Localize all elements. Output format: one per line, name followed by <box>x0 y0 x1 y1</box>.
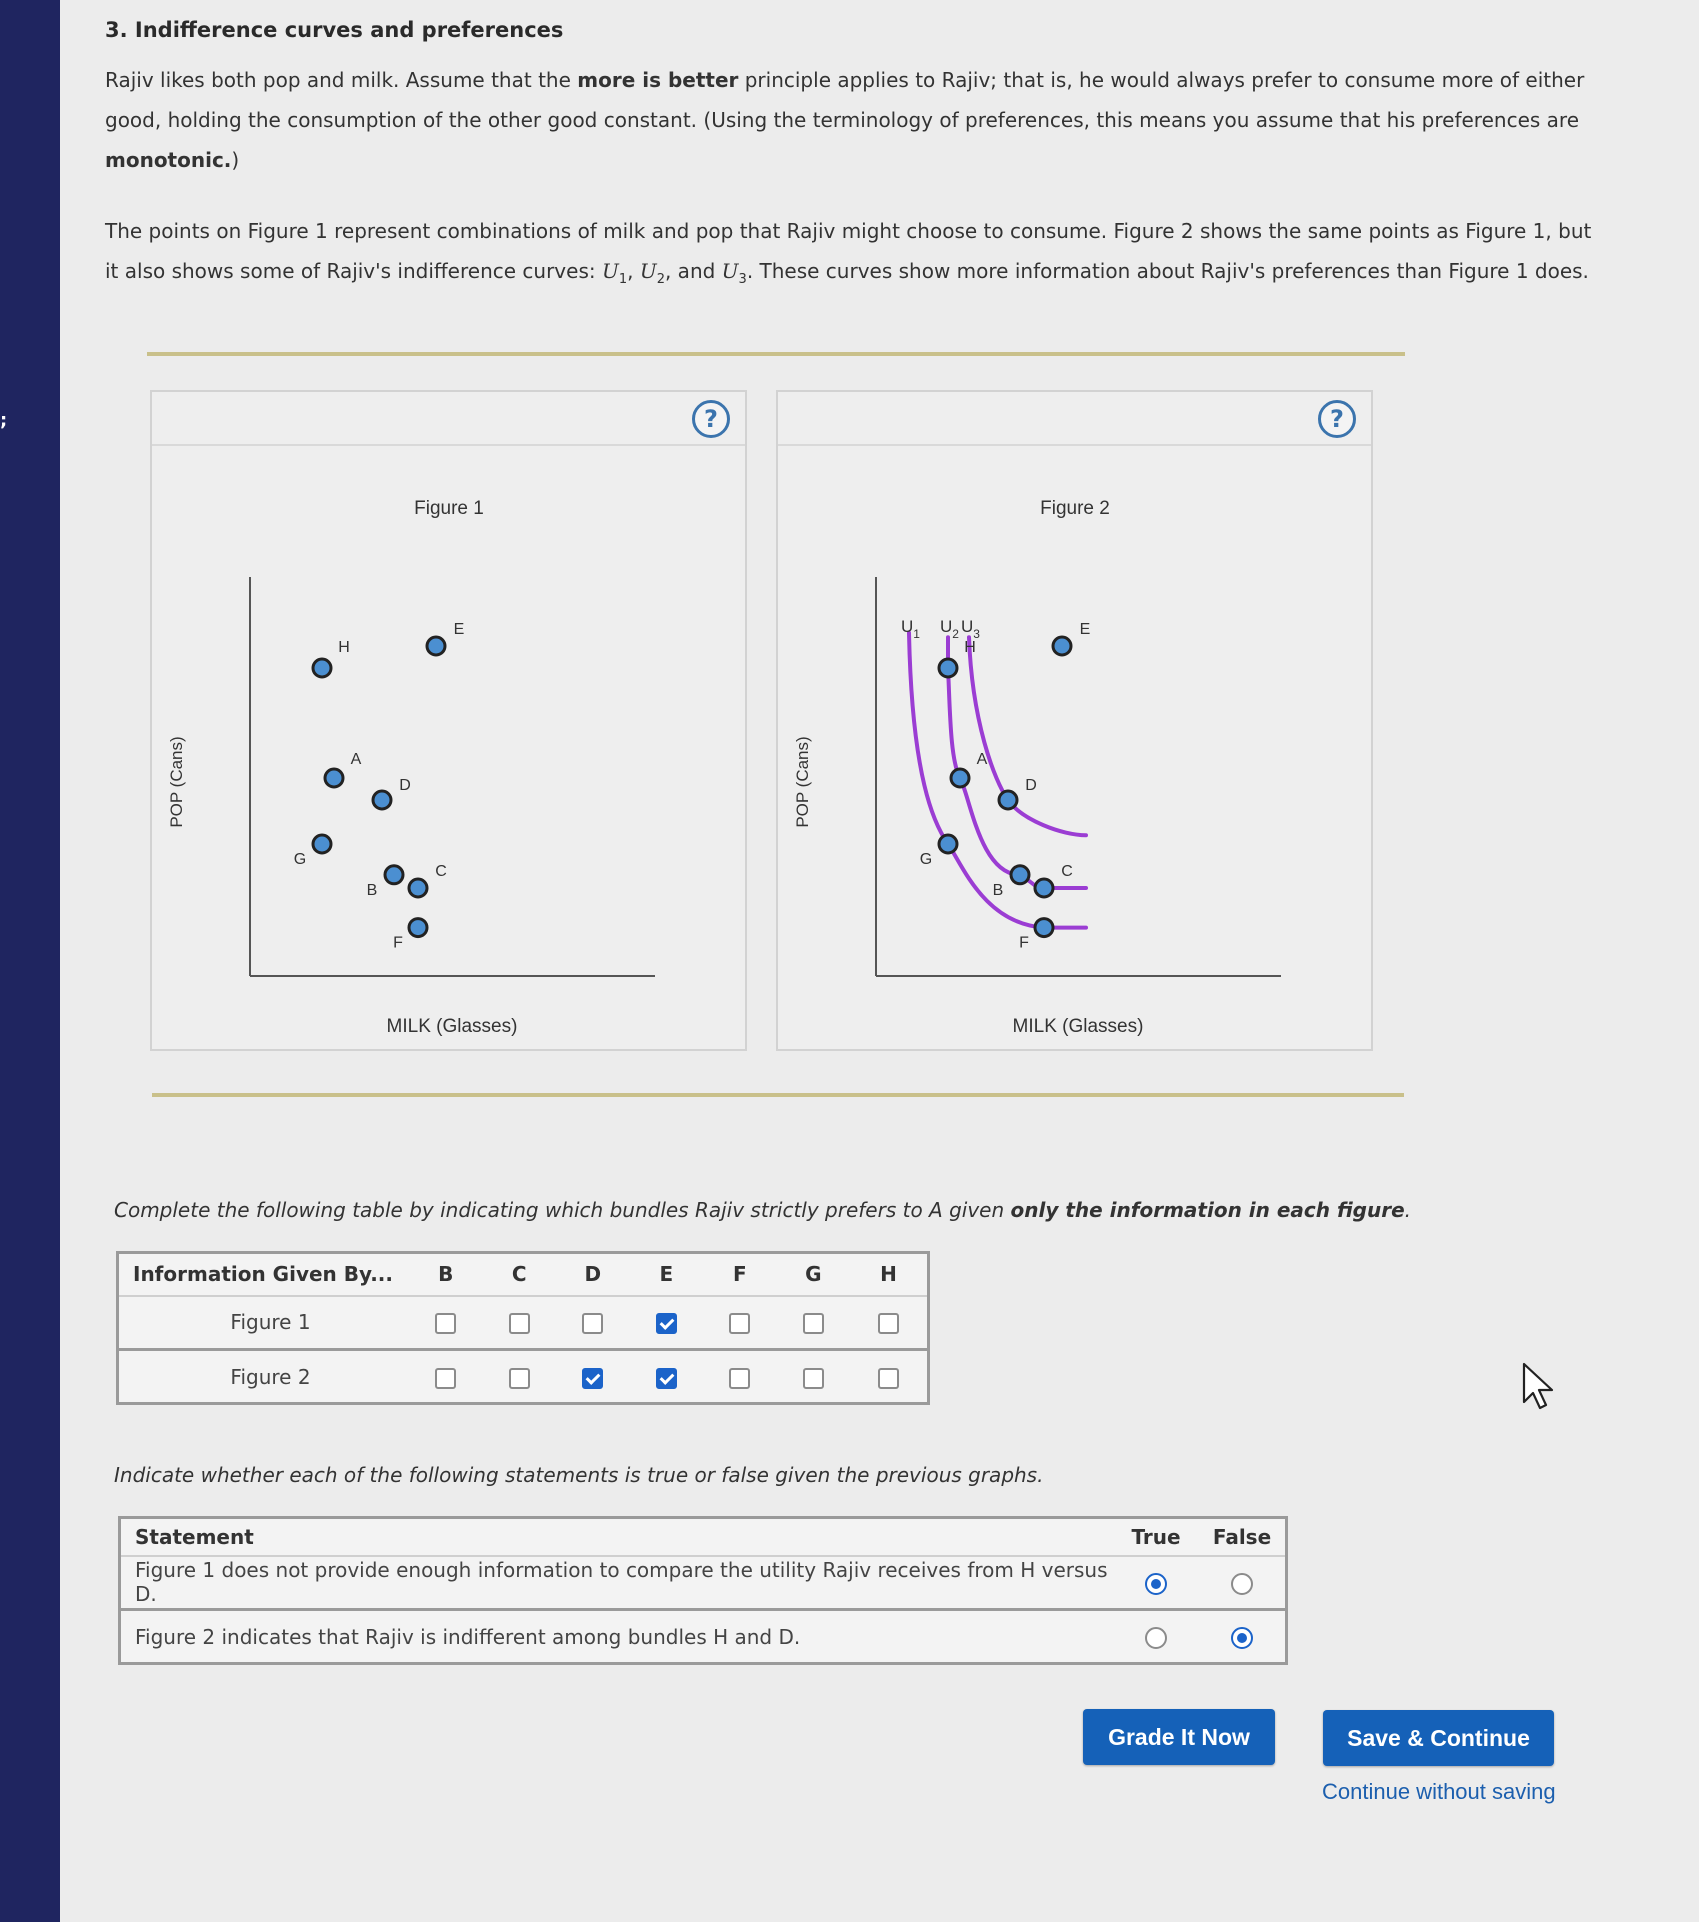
preference-table-header <box>118 1253 929 1296</box>
preference-row-label: Figure 2 <box>230 1364 311 1389</box>
point-g[interactable] <box>313 835 331 853</box>
indifference-curve-u2 <box>948 637 1086 888</box>
point-f[interactable] <box>1035 919 1053 937</box>
statement-table <box>118 1516 1288 1665</box>
point-label-a: A <box>976 751 988 768</box>
checkbox-d-row-2[interactable] <box>582 1368 603 1389</box>
figure-1-panel <box>150 390 747 1051</box>
statement-text: Figure 1 does not provide enough information to compare the utility Rajiv receives from H versus D. <box>135 1558 1108 1607</box>
point-a[interactable] <box>325 769 343 787</box>
checkbox-cell <box>850 1350 928 1404</box>
col-header-b: B <box>438 1262 454 1287</box>
y-axis-label: POP (Cans) <box>793 736 812 828</box>
point-d[interactable] <box>999 791 1017 809</box>
checkbox-cell <box>777 1350 851 1404</box>
figures-bottom-rule <box>152 1093 1404 1097</box>
mouse-cursor-icon <box>1522 1362 1556 1412</box>
checkbox-cell <box>630 1296 704 1350</box>
point-label-h: H <box>338 639 350 656</box>
checkbox-cell <box>703 1296 777 1350</box>
point-b[interactable] <box>385 866 403 884</box>
statement-table-instructions: Indicate whether each of the following statements is true or false given the previous graphs. <box>114 1463 1044 1487</box>
pref-table-instructions: Complete the following table by indicating which bundles Rajiv strictly prefers to A given only the information in each figure. <box>114 1198 1412 1222</box>
point-label-c: C <box>1061 863 1073 880</box>
false-radio-row-2[interactable] <box>1231 1627 1253 1649</box>
statement-table-header <box>120 1518 1287 1556</box>
figure-title: Figure 2 <box>1040 498 1110 519</box>
y-axis-label: POP (Cans) <box>167 736 186 828</box>
checkbox-f-row-2[interactable] <box>729 1368 750 1389</box>
checkbox-e-row-2[interactable] <box>656 1368 677 1389</box>
indifference-curve-u3 <box>969 637 1086 835</box>
checkbox-cell <box>409 1296 483 1350</box>
checkbox-cell <box>630 1350 704 1404</box>
preference-row-2 <box>118 1350 929 1404</box>
point-label-b: B <box>366 881 378 899</box>
statement-header: Statement <box>135 1524 254 1549</box>
radio-cell <box>1199 1610 1287 1664</box>
checkbox-h-row-1[interactable] <box>878 1313 899 1334</box>
radio-cell <box>1199 1556 1287 1610</box>
checkbox-h-row-2[interactable] <box>878 1368 899 1389</box>
point-label-e: E <box>1079 621 1091 638</box>
checkbox-c-row-2[interactable] <box>509 1368 530 1389</box>
checkbox-cell <box>409 1350 483 1404</box>
col-header-e: E <box>659 1262 674 1287</box>
point-label-a: A <box>350 751 362 768</box>
checkbox-b-row-2[interactable] <box>435 1368 456 1389</box>
point-label-d: D <box>399 777 411 794</box>
statement-text: Figure 2 indicates that Rajiv is indifferent among bundles H and D. <box>135 1624 801 1649</box>
point-label-f: F <box>393 934 403 952</box>
point-g[interactable] <box>939 835 957 853</box>
point-label-h: H <box>964 639 976 656</box>
point-label-b: B <box>992 881 1004 899</box>
col-header-f: F <box>732 1262 747 1287</box>
info-given-by-header: Information Given By... <box>133 1262 393 1287</box>
point-label-g: G <box>293 851 307 868</box>
checkbox-g-row-2[interactable] <box>803 1368 824 1389</box>
point-a[interactable] <box>951 769 969 787</box>
figure-2-panel <box>776 390 1373 1051</box>
statement-row-1 <box>120 1556 1287 1610</box>
figure-2-help-icon[interactable]: ? <box>1318 400 1356 438</box>
checkbox-cell <box>483 1350 557 1404</box>
point-label-c: C <box>435 863 447 880</box>
true-header: True <box>1131 1524 1181 1549</box>
left-sidebar <box>0 0 60 1922</box>
checkbox-g-row-1[interactable] <box>803 1313 824 1334</box>
checkbox-cell <box>556 1296 630 1350</box>
grade-it-now-button[interactable]: Grade It Now <box>1083 1709 1275 1765</box>
point-label-d: D <box>1025 777 1037 794</box>
checkbox-f-row-1[interactable] <box>729 1313 750 1334</box>
question-title: 3. Indifference curves and preferences <box>105 18 564 42</box>
preference-row-1 <box>118 1296 929 1350</box>
col-header-h: H <box>880 1262 897 1287</box>
col-header-g: G <box>805 1262 822 1287</box>
checkbox-b-row-1[interactable] <box>435 1313 456 1334</box>
radio-cell <box>1113 1610 1199 1664</box>
checkbox-cell <box>483 1296 557 1350</box>
checkbox-d-row-1[interactable] <box>582 1313 603 1334</box>
checkbox-cell <box>777 1296 851 1350</box>
point-c[interactable] <box>1035 879 1053 897</box>
checkbox-c-row-1[interactable] <box>509 1313 530 1334</box>
figures-paragraph: The points on Figure 1 represent combinations of milk and pop that Rajiv might choose to consume. Figure 2 shows the same points as Figure 1, but it also shows some of Rajiv's indifference curves: $U_1$, $U_2$, and $U_3$. These curves show more information about Rajiv's preferences than Figure 1 does. <box>105 219 1592 287</box>
point-d[interactable] <box>373 791 391 809</box>
figures-top-rule <box>147 352 1405 356</box>
point-e[interactable] <box>427 637 445 655</box>
statement-row-2 <box>120 1610 1287 1664</box>
sidebar-mark: ; <box>0 410 8 431</box>
figure-1-graph[interactable] <box>152 392 745 1049</box>
preference-table <box>116 1251 930 1405</box>
curve-label-u3: $U_3$ <box>961 617 980 641</box>
continue-without-saving-link[interactable]: Continue without saving <box>1322 1779 1556 1804</box>
point-f[interactable] <box>409 919 427 937</box>
x-axis-label: MILK (Glasses) <box>386 1016 518 1037</box>
intro-paragraph: Rajiv likes both pop and milk. Assume that the more is better principle applies to Rajiv; that is, he would always prefer to consume more of either good, holding the consumption of the other good constant. (Using the terminology of preferences, this means you assume that his preferences are monotonic.) <box>105 68 1585 172</box>
curve-label-u2: $U_2$ <box>940 617 959 641</box>
point-label-f: F <box>1019 934 1029 952</box>
preference-row-label: Figure 1 <box>230 1310 311 1335</box>
true-radio-row-1[interactable] <box>1145 1573 1167 1595</box>
true-radio-row-2[interactable] <box>1145 1627 1167 1649</box>
col-header-d: D <box>584 1262 602 1287</box>
figure-1-help-icon[interactable]: ? <box>692 400 730 438</box>
figure-title: Figure 1 <box>414 498 484 519</box>
checkbox-cell <box>556 1350 630 1404</box>
point-c[interactable] <box>409 879 427 897</box>
curve-label-u1: $U_1$ <box>901 617 920 641</box>
point-b[interactable] <box>1011 866 1029 884</box>
checkbox-cell <box>850 1296 928 1350</box>
radio-cell <box>1113 1556 1199 1610</box>
save-and-continue-button[interactable]: Save & Continue <box>1323 1710 1554 1766</box>
checkbox-e-row-1[interactable] <box>656 1313 677 1334</box>
x-axis-label: MILK (Glasses) <box>1012 1016 1144 1037</box>
false-radio-row-1[interactable] <box>1231 1573 1253 1595</box>
col-header-c: C <box>511 1262 527 1287</box>
false-header: False <box>1212 1524 1272 1549</box>
figure-2-graph[interactable] <box>778 392 1371 1049</box>
point-e[interactable] <box>1053 637 1071 655</box>
point-label-g: G <box>919 851 933 868</box>
checkbox-cell <box>703 1350 777 1404</box>
point-label-e: E <box>453 621 465 638</box>
point-h[interactable] <box>939 659 957 677</box>
point-h[interactable] <box>313 659 331 677</box>
